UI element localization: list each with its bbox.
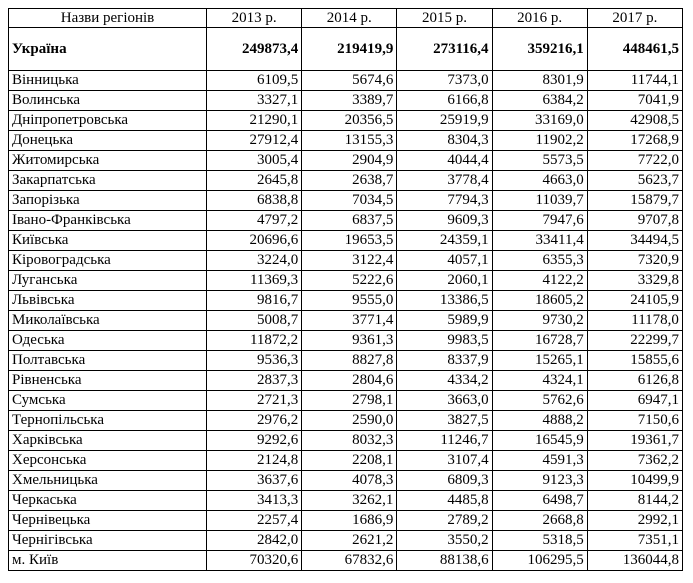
value-2013: 2645,8 [207, 171, 302, 191]
header-year-2013: 2013 р. [207, 9, 302, 28]
value-2015: 3663,0 [397, 391, 492, 411]
value-2017: 9707,8 [587, 211, 682, 231]
value-2017: 11178,0 [587, 311, 682, 331]
table-row [9, 311, 683, 331]
value-2014: 5222,6 [302, 271, 397, 291]
header-year-2015: 2015 р. [397, 9, 492, 28]
value-2017: 7351,1 [587, 531, 682, 551]
value-2015: 4044,4 [397, 151, 492, 171]
value-2013: 9536,3 [207, 351, 302, 371]
value-2017: 22299,7 [587, 331, 682, 351]
region-name: Рівненська [9, 371, 207, 391]
table-row [9, 131, 683, 151]
value-2017: 6126,8 [587, 371, 682, 391]
total-value-2015: 273116,4 [397, 28, 492, 71]
value-2014: 3122,4 [302, 251, 397, 271]
value-2017: 6947,1 [587, 391, 682, 411]
value-2014: 2904,9 [302, 151, 397, 171]
value-2013: 2124,8 [207, 451, 302, 471]
value-2016: 7947,6 [492, 211, 587, 231]
table-row [9, 531, 683, 551]
value-2013: 5008,7 [207, 311, 302, 331]
region-name: Житомирська [9, 151, 207, 171]
value-2015: 7794,3 [397, 191, 492, 211]
value-2013: 3413,3 [207, 491, 302, 511]
region-name: Тернопільська [9, 411, 207, 431]
value-2017: 24105,9 [587, 291, 682, 311]
value-2015: 7373,0 [397, 71, 492, 91]
value-2017: 8144,2 [587, 491, 682, 511]
value-2015: 8337,9 [397, 351, 492, 371]
table-row [9, 151, 683, 171]
table-row [9, 491, 683, 511]
value-2016: 6498,7 [492, 491, 587, 511]
value-2016: 5762,6 [492, 391, 587, 411]
value-2017: 42908,5 [587, 111, 682, 131]
table-row [9, 391, 683, 411]
region-name: Херсонська [9, 451, 207, 471]
value-2014: 3389,7 [302, 91, 397, 111]
regions-table [8, 8, 683, 571]
value-2014: 19653,5 [302, 231, 397, 251]
table-row [9, 291, 683, 311]
value-2013: 20696,6 [207, 231, 302, 251]
region-name: Івано-Франківська [9, 211, 207, 231]
value-2014: 7034,5 [302, 191, 397, 211]
table-row [9, 111, 683, 131]
value-2013: 2976,2 [207, 411, 302, 431]
value-2016: 16545,9 [492, 431, 587, 451]
value-2014: 20356,5 [302, 111, 397, 131]
value-2014: 9555,0 [302, 291, 397, 311]
value-2014: 2798,1 [302, 391, 397, 411]
value-2017: 7041,9 [587, 91, 682, 111]
value-2016: 5573,5 [492, 151, 587, 171]
table-row [9, 471, 683, 491]
value-2016: 11039,7 [492, 191, 587, 211]
value-2017: 34494,5 [587, 231, 682, 251]
value-2013: 9292,6 [207, 431, 302, 451]
value-2016: 9123,3 [492, 471, 587, 491]
value-2015: 9983,5 [397, 331, 492, 351]
value-2015: 2060,1 [397, 271, 492, 291]
value-2015: 4334,2 [397, 371, 492, 391]
value-2017: 11744,1 [587, 71, 682, 91]
value-2013: 2721,3 [207, 391, 302, 411]
total-value-2014: 219419,9 [302, 28, 397, 71]
table-row [9, 231, 683, 251]
value-2016: 9730,2 [492, 311, 587, 331]
value-2013: 3224,0 [207, 251, 302, 271]
value-2016: 11902,2 [492, 131, 587, 151]
value-2017: 7362,2 [587, 451, 682, 471]
value-2015: 24359,1 [397, 231, 492, 251]
table-row [9, 171, 683, 191]
region-name: Волинська [9, 91, 207, 111]
table-row [9, 71, 683, 91]
table-row [9, 371, 683, 391]
value-2017: 2992,1 [587, 511, 682, 531]
value-2016: 6384,2 [492, 91, 587, 111]
value-2014: 9361,3 [302, 331, 397, 351]
region-name: Одеська [9, 331, 207, 351]
value-2014: 2804,6 [302, 371, 397, 391]
value-2013: 2257,4 [207, 511, 302, 531]
region-name: Кіровоградська [9, 251, 207, 271]
table-row [9, 511, 683, 531]
value-2015: 8304,3 [397, 131, 492, 151]
region-name: Полтавська [9, 351, 207, 371]
value-2013: 9816,7 [207, 291, 302, 311]
region-name: Сумська [9, 391, 207, 411]
region-name: Чернігівська [9, 531, 207, 551]
value-2013: 6109,5 [207, 71, 302, 91]
region-name: Львівська [9, 291, 207, 311]
value-2017: 136044,8 [587, 551, 682, 571]
table-row [9, 211, 683, 231]
value-2015: 11246,7 [397, 431, 492, 451]
value-2014: 13155,3 [302, 131, 397, 151]
value-2017: 15879,7 [587, 191, 682, 211]
value-2015: 3778,4 [397, 171, 492, 191]
value-2016: 6355,3 [492, 251, 587, 271]
value-2017: 7722,0 [587, 151, 682, 171]
table-row [9, 451, 683, 471]
value-2013: 4797,2 [207, 211, 302, 231]
value-2014: 67832,6 [302, 551, 397, 571]
value-2013: 11369,3 [207, 271, 302, 291]
table-row [9, 251, 683, 271]
header-year-2017: 2017 р. [587, 9, 682, 28]
table-row [9, 551, 683, 571]
total-value-2016: 359216,1 [492, 28, 587, 71]
value-2014: 8827,8 [302, 351, 397, 371]
value-2016: 16728,7 [492, 331, 587, 351]
value-2014: 3262,1 [302, 491, 397, 511]
value-2016: 4888,2 [492, 411, 587, 431]
value-2015: 88138,6 [397, 551, 492, 571]
region-name: Миколаївська [9, 311, 207, 331]
value-2014: 2638,7 [302, 171, 397, 191]
table-row [9, 351, 683, 371]
value-2015: 9609,3 [397, 211, 492, 231]
region-name: Хмельницька [9, 471, 207, 491]
value-2013: 21290,1 [207, 111, 302, 131]
value-2017: 5623,7 [587, 171, 682, 191]
value-2015: 13386,5 [397, 291, 492, 311]
value-2017: 3329,8 [587, 271, 682, 291]
value-2017: 10499,9 [587, 471, 682, 491]
value-2014: 5674,6 [302, 71, 397, 91]
header-year-2014: 2014 р. [302, 9, 397, 28]
value-2014: 6837,5 [302, 211, 397, 231]
value-2016: 4324,1 [492, 371, 587, 391]
header-row [9, 9, 683, 28]
value-2017: 17268,9 [587, 131, 682, 151]
value-2014: 4078,3 [302, 471, 397, 491]
value-2013: 2842,0 [207, 531, 302, 551]
value-2015: 25919,9 [397, 111, 492, 131]
value-2016: 4663,0 [492, 171, 587, 191]
value-2015: 6809,3 [397, 471, 492, 491]
value-2015: 5989,9 [397, 311, 492, 331]
value-2013: 2837,3 [207, 371, 302, 391]
value-2016: 4591,3 [492, 451, 587, 471]
value-2013: 11872,2 [207, 331, 302, 351]
table-row [9, 91, 683, 111]
value-2014: 3771,4 [302, 311, 397, 331]
value-2016: 5318,5 [492, 531, 587, 551]
table-row [9, 411, 683, 431]
region-name: Черкаська [9, 491, 207, 511]
region-name: м. Київ [9, 551, 207, 571]
value-2015: 4057,1 [397, 251, 492, 271]
header-year-2016: 2016 р. [492, 9, 587, 28]
region-name: Харківська [9, 431, 207, 451]
value-2016: 33411,4 [492, 231, 587, 251]
value-2014: 2621,2 [302, 531, 397, 551]
table-row [9, 271, 683, 291]
value-2017: 7150,6 [587, 411, 682, 431]
total-value-2013: 249873,4 [207, 28, 302, 71]
value-2016: 18605,2 [492, 291, 587, 311]
value-2016: 4122,2 [492, 271, 587, 291]
header-region: Назви регіонів [9, 9, 207, 28]
region-name: Дніпропетровська [9, 111, 207, 131]
value-2013: 3637,6 [207, 471, 302, 491]
value-2013: 6838,8 [207, 191, 302, 211]
table-row [9, 431, 683, 451]
regions-table-container [8, 8, 683, 571]
total-row [9, 28, 683, 71]
value-2015: 4485,8 [397, 491, 492, 511]
value-2014: 2590,0 [302, 411, 397, 431]
region-name: Луганська [9, 271, 207, 291]
value-2015: 2789,2 [397, 511, 492, 531]
value-2016: 8301,9 [492, 71, 587, 91]
region-name: Київська [9, 231, 207, 251]
region-name: Закарпатська [9, 171, 207, 191]
value-2013: 3005,4 [207, 151, 302, 171]
total-name: Україна [9, 28, 207, 71]
value-2015: 3550,2 [397, 531, 492, 551]
value-2014: 8032,3 [302, 431, 397, 451]
value-2013: 70320,6 [207, 551, 302, 571]
value-2013: 27912,4 [207, 131, 302, 151]
value-2017: 19361,7 [587, 431, 682, 451]
region-name: Чернівецька [9, 511, 207, 531]
region-name: Донецька [9, 131, 207, 151]
value-2013: 3327,1 [207, 91, 302, 111]
table-row [9, 191, 683, 211]
value-2014: 1686,9 [302, 511, 397, 531]
value-2016: 33169,0 [492, 111, 587, 131]
value-2016: 15265,1 [492, 351, 587, 371]
value-2014: 2208,1 [302, 451, 397, 471]
region-name: Запорізька [9, 191, 207, 211]
region-name: Вінницька [9, 71, 207, 91]
value-2016: 106295,5 [492, 551, 587, 571]
value-2015: 3107,4 [397, 451, 492, 471]
table-row [9, 331, 683, 351]
value-2016: 2668,8 [492, 511, 587, 531]
value-2015: 3827,5 [397, 411, 492, 431]
value-2017: 7320,9 [587, 251, 682, 271]
value-2015: 6166,8 [397, 91, 492, 111]
value-2017: 15855,6 [587, 351, 682, 371]
total-value-2017: 448461,5 [587, 28, 682, 71]
